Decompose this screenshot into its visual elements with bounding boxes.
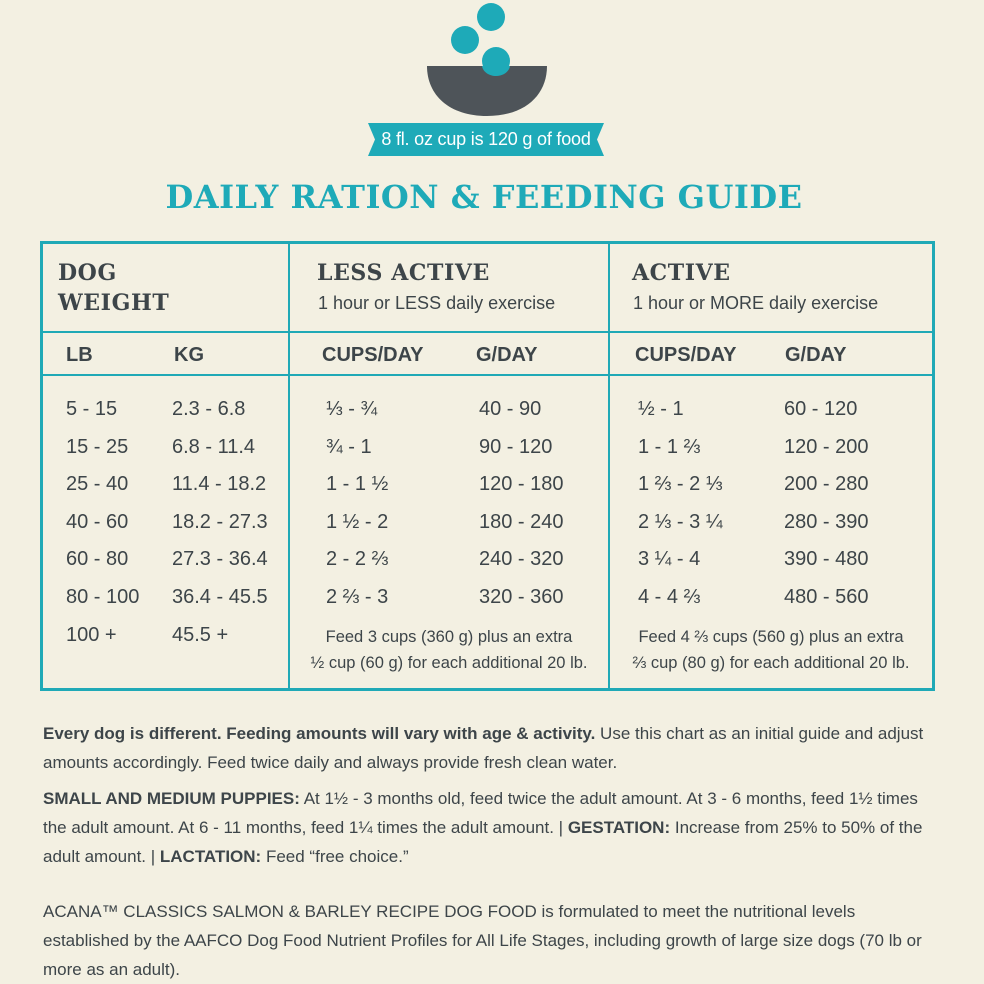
cell-less-cups: ⅓ - ¾ — [326, 398, 378, 420]
cell-kg: 45.5 + — [172, 624, 229, 646]
cell-active-grams: 60 - 120 — [784, 398, 858, 420]
cell-less-grams: 90 - 120 — [479, 436, 553, 458]
cell-less-grams: 320 - 360 — [479, 586, 564, 608]
col-header-less-grams: G/DAY — [476, 344, 538, 366]
lactation-text: Feed “free choice.” — [261, 847, 409, 866]
lactation-label: LACTATION: — [159, 847, 262, 866]
active-subtitle: 1 hour or MORE daily exercise — [633, 293, 879, 313]
page-title: DAILY RATION & FEEDING GUIDE — [165, 178, 803, 216]
cell-lb: 60 - 80 — [66, 548, 129, 570]
less-active-note-line2: ½ cup (60 g) for each additional 20 lb. — [310, 654, 588, 672]
cell-lb: 25 - 40 — [66, 473, 129, 495]
cell-less-grams: 240 - 320 — [479, 548, 564, 570]
cell-active-grams: 390 - 480 — [784, 548, 869, 570]
gestation-text: Increase from 25% to 50% of the adult amount. | — [43, 818, 923, 866]
puppies-paragraph — [43, 784, 943, 871]
cell-kg: 36.4 - 45.5 — [172, 586, 268, 608]
cell-lb: 80 - 100 — [66, 586, 140, 608]
col-header-active-cups: CUPS/DAY — [635, 344, 737, 366]
cell-kg: 6.8 - 11.4 — [172, 436, 256, 458]
intro-bold-text: Every dog is different. Feeding amounts will vary with age & activity. — [43, 724, 596, 743]
bowl-icon — [427, 66, 547, 116]
less-active-note-line1: Feed 3 cups (360 g) plus an extra — [325, 628, 573, 646]
cell-less-grams: 180 - 240 — [479, 511, 564, 533]
cell-less-grams: 40 - 90 — [479, 398, 542, 420]
cell-active-cups: 4 - 4 ⅔ — [638, 586, 701, 608]
feeding-table — [40, 241, 935, 691]
cell-active-cups: ½ - 1 — [638, 398, 684, 420]
pellet-icon — [477, 3, 505, 31]
aafco-statement: ACANA™ CLASSICS SALMON & BARLEY RECIPE DOG FOOD is formulated to meet the nutritional levels established by the AAFCO Dog Food Nutrient Profiles for All Life Stages, including growth of large size dogs (70 lb or more as an adult). — [43, 902, 922, 979]
active-header: ACTIVE — [632, 260, 731, 286]
col-header-active-grams: G/DAY — [785, 344, 847, 366]
less-active-header: LESS ACTIVE — [317, 260, 490, 286]
gestation-label: GESTATION: — [567, 818, 671, 837]
cup-note-text: 8 fl. oz cup is 120 g of food — [381, 129, 591, 149]
cell-active-cups: 2 ⅓ - 3 ¼ — [638, 511, 723, 533]
cell-less-cups: 1 ½ - 2 — [326, 511, 389, 533]
active-note-line1: Feed 4 ⅔ cups (560 g) plus an extra — [638, 628, 904, 646]
row-divider — [43, 374, 932, 376]
col-header-kg: KG — [174, 344, 204, 366]
dog-weight-header-line1: DOG — [58, 260, 117, 286]
feeding-intro-paragraph — [43, 719, 943, 777]
puppies-text: At 1½ - 3 months old, feed twice the adult amount. At 3 - 6 months, feed 1½ times the adult amount. At 6 - 11 months, feed 1¼ times the adult amount. | — [43, 789, 918, 837]
cell-lb: 100 + — [66, 624, 117, 646]
puppies-label: SMALL AND MEDIUM PUPPIES: — [43, 789, 300, 808]
col-header-lb: LB — [66, 344, 93, 366]
cell-active-grams: 200 - 280 — [784, 473, 869, 495]
col-header-less-cups: CUPS/DAY — [322, 344, 424, 366]
cell-kg: 11.4 - 18.2 — [172, 473, 267, 495]
row-divider — [43, 331, 932, 333]
cell-active-grams: 280 - 390 — [784, 511, 869, 533]
cell-lb: 5 - 15 — [66, 398, 118, 420]
column-divider — [288, 244, 290, 688]
pellet-icon — [451, 26, 479, 54]
dog-weight-header-line2: WEIGHT — [58, 290, 170, 316]
cell-less-grams: 120 - 180 — [479, 473, 564, 495]
cell-active-grams: 480 - 560 — [784, 586, 869, 608]
cell-active-cups: 1 - 1 ⅔ — [638, 436, 701, 458]
column-divider — [608, 244, 610, 688]
less-active-subtitle: 1 hour or LESS daily exercise — [318, 293, 556, 313]
active-note-line2: ⅔ cup (80 g) for each additional 20 lb. — [632, 654, 910, 672]
cell-active-cups: 3 ¼ - 4 — [638, 548, 701, 570]
cell-active-grams: 120 - 200 — [784, 436, 869, 458]
cell-kg: 18.2 - 27.3 — [172, 511, 268, 533]
cell-less-cups: 2 - 2 ⅔ — [326, 548, 389, 570]
cell-kg: 2.3 - 6.8 — [172, 398, 246, 420]
cell-less-cups: ¾ - 1 — [326, 436, 372, 458]
intro-text: Use this chart as an initial guide and adjust amounts accordingly. Feed twice daily and always provide fresh clean water. — [43, 724, 924, 772]
cell-lb: 40 - 60 — [66, 511, 129, 533]
cell-lb: 15 - 25 — [66, 436, 129, 458]
cell-less-cups: 2 ⅔ - 3 — [326, 586, 389, 608]
cell-less-cups: 1 - 1 ½ — [326, 473, 389, 495]
cell-active-cups: 1 ⅔ - 2 ⅓ — [638, 473, 723, 495]
cell-kg: 27.3 - 36.4 — [172, 548, 268, 570]
